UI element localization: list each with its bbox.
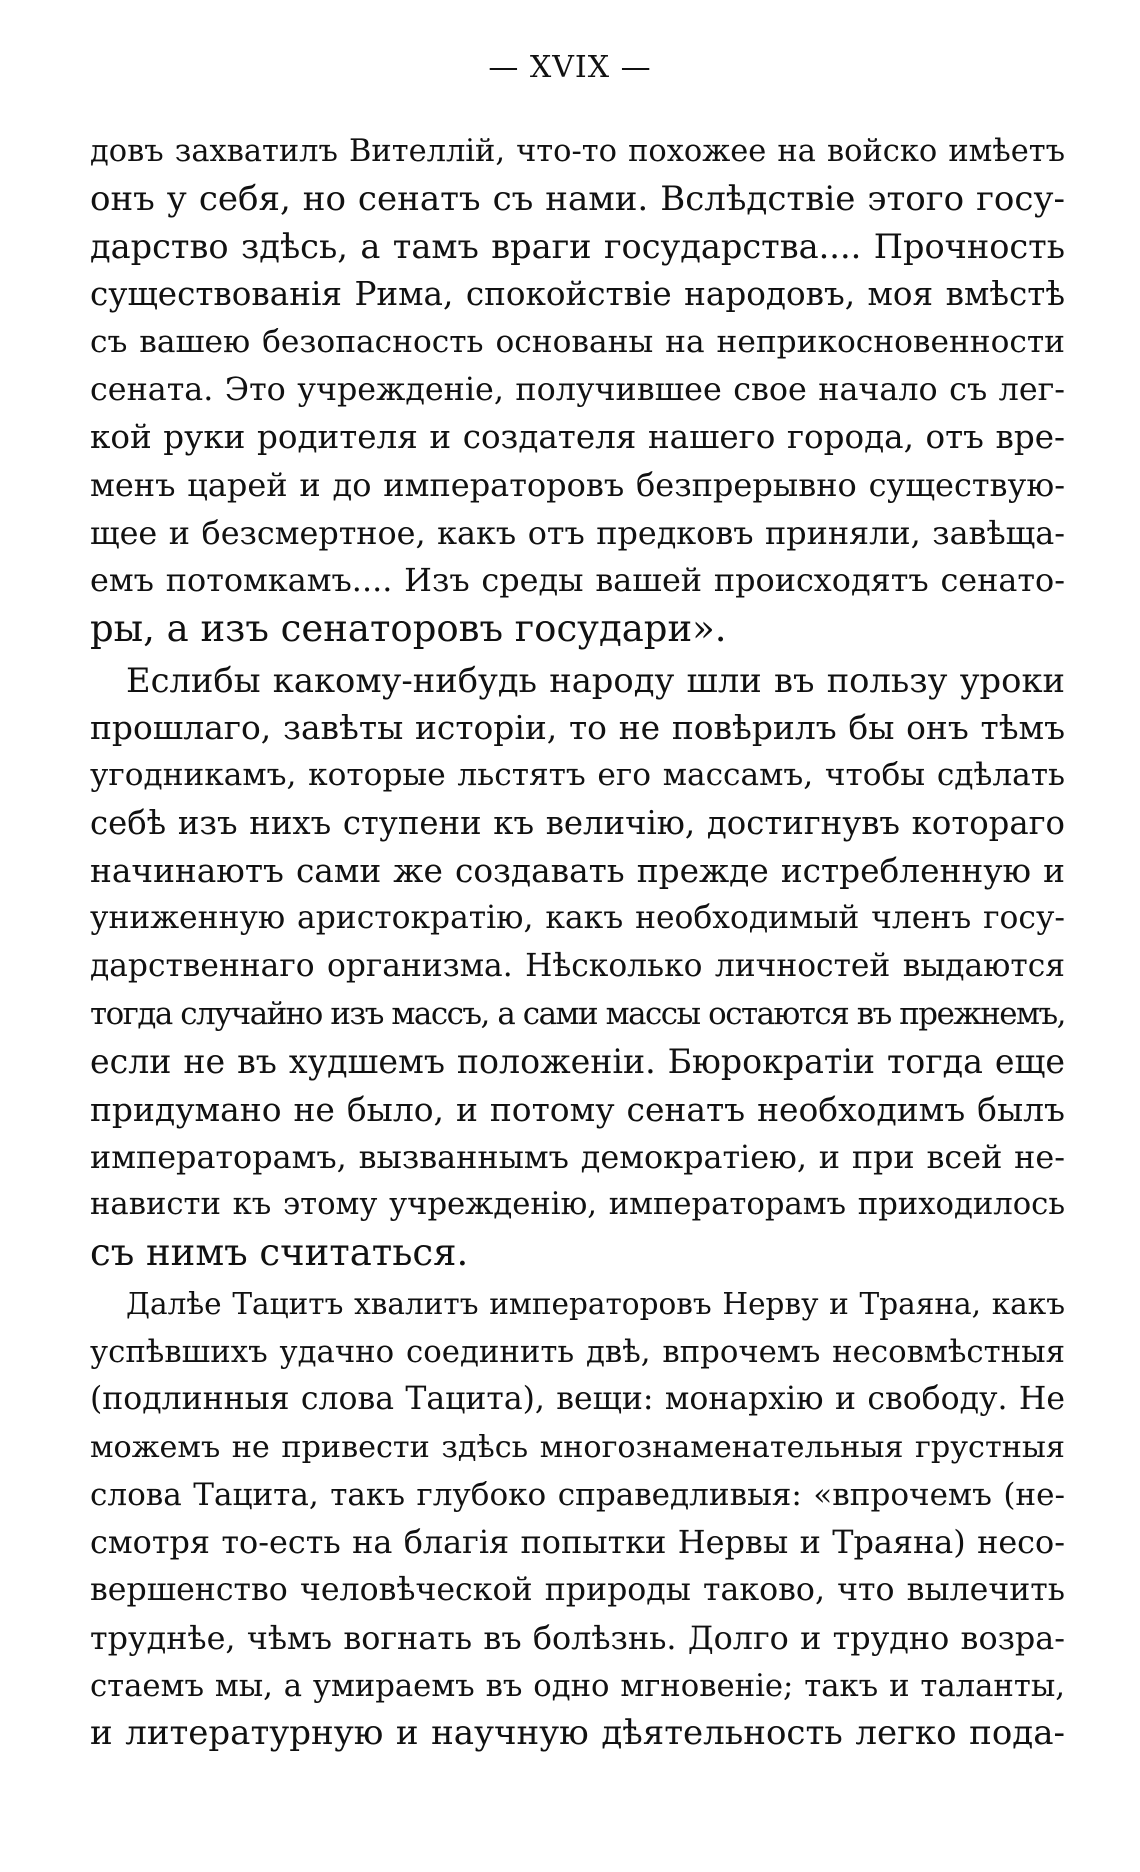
- text-line: тогда случайно изъ массъ, а сами массы остаются въ прежнемъ,: [90, 995, 1065, 1032]
- text-line: стаемъ мы, а умираемъ въ одно мгновеніе; такъ и таланты,: [90, 1668, 1065, 1704]
- text-line: онъ у себя, но сенатъ съ нами. Вслѣдствіе этого госу-: [90, 178, 1065, 219]
- text-line: смотря то-есть на благія попытки Нервы и Траяна) несо-: [90, 1523, 1065, 1562]
- text-line: существованія Рима, спокойствіе народовъ, моя вмѣстѣ: [90, 275, 1065, 314]
- text-line: съ вашею безопасность основаны на неприкосновенности: [90, 323, 1065, 360]
- text-line: себѣ изъ нихъ ступени къ величію, достигнувъ котораго: [90, 803, 1065, 842]
- text-line: кой руки родителя и создателя нашего города, отъ вре-: [90, 418, 1065, 457]
- text-line: униженную аристократію, какъ необходимый членъ госу-: [90, 900, 1065, 937]
- paragraph-3: [90, 1281, 1065, 1758]
- text-line: Еслибы какому-нибудь народу шли въ пользу уроки: [126, 660, 1065, 700]
- text-line: и литературную и научную дѣятельность легко пода-: [90, 1713, 1065, 1754]
- text-line: слова Тацита, такъ глубоко справедливыя: «впрочемъ (не-: [90, 1476, 1065, 1513]
- text-line: придумано не было, и потому сенатъ необходимъ былъ: [90, 1090, 1065, 1130]
- paragraph-2: [90, 657, 1065, 1277]
- text-line: императорамъ, вызваннымъ демократіею, и при всей не-: [90, 1137, 1065, 1176]
- text-line: дарственнаго организма. Нѣсколько личностей выдаются: [90, 947, 1065, 984]
- text-line: менъ царей и до императоровъ безпрерывно существую-: [90, 465, 1065, 504]
- text-line: щее и безсмертное, какъ отъ предковъ приняли, завѣща-: [90, 513, 1065, 552]
- text-line: (подлинныя слова Тацита), вещи: монархію и свободу. Не: [90, 1381, 1065, 1418]
- text-line: дарство здѣсь, а тамъ враги государства.... Прочность: [90, 227, 1065, 267]
- text-line: сената. Это учрежденіе, получившее свое начало съ лег-: [90, 371, 1065, 408]
- text-line: съ нимъ считаться.: [90, 1231, 469, 1275]
- text-line: нависти къ этому учрежденію, императорамъ приходилось: [90, 1187, 1065, 1223]
- text-line: начинаютъ сами же создавать прежде истребленную и: [90, 851, 1065, 890]
- text-line: угодникамъ, которые льстятъ его массамъ, чтобы сдѣлать: [90, 757, 1065, 794]
- page-header: — XVIX —: [488, 50, 652, 85]
- text-line: емъ потомкамъ.... Изъ среды вашей происходятъ сенато-: [90, 561, 1065, 600]
- text-line: труднѣе, чѣмъ вогнать въ болѣзнь. Долго и трудно возра-: [90, 1619, 1065, 1657]
- paragraph-1: [90, 128, 1065, 653]
- text-line: успѣвшихъ удачно соединить двѣ, впрочемъ несовмѣстныя: [90, 1333, 1065, 1370]
- text-line: прошлаго, завѣты исторіи, то не повѣрилъ бы онъ тѣмъ: [90, 708, 1065, 748]
- text-line: ры, а изъ сенаторовъ государи».: [90, 607, 727, 651]
- text-line: можемъ не привести здѣсь многознаменательныя грустныя: [90, 1429, 1065, 1465]
- text-line: если не въ худшемъ положеніи. Бюрократіи тогда еще: [90, 1042, 1065, 1082]
- page-body: [90, 128, 1065, 1762]
- text-line: вершенство человѣческой природы таково, что вылечить: [90, 1572, 1065, 1609]
- text-line: довъ захватилъ Вителлій, что-то похожее на войско имѣетъ: [90, 134, 1065, 169]
- text-line: Далѣе Тацитъ хвалитъ императоровъ Нерву и Траяна, какъ: [126, 1286, 1065, 1321]
